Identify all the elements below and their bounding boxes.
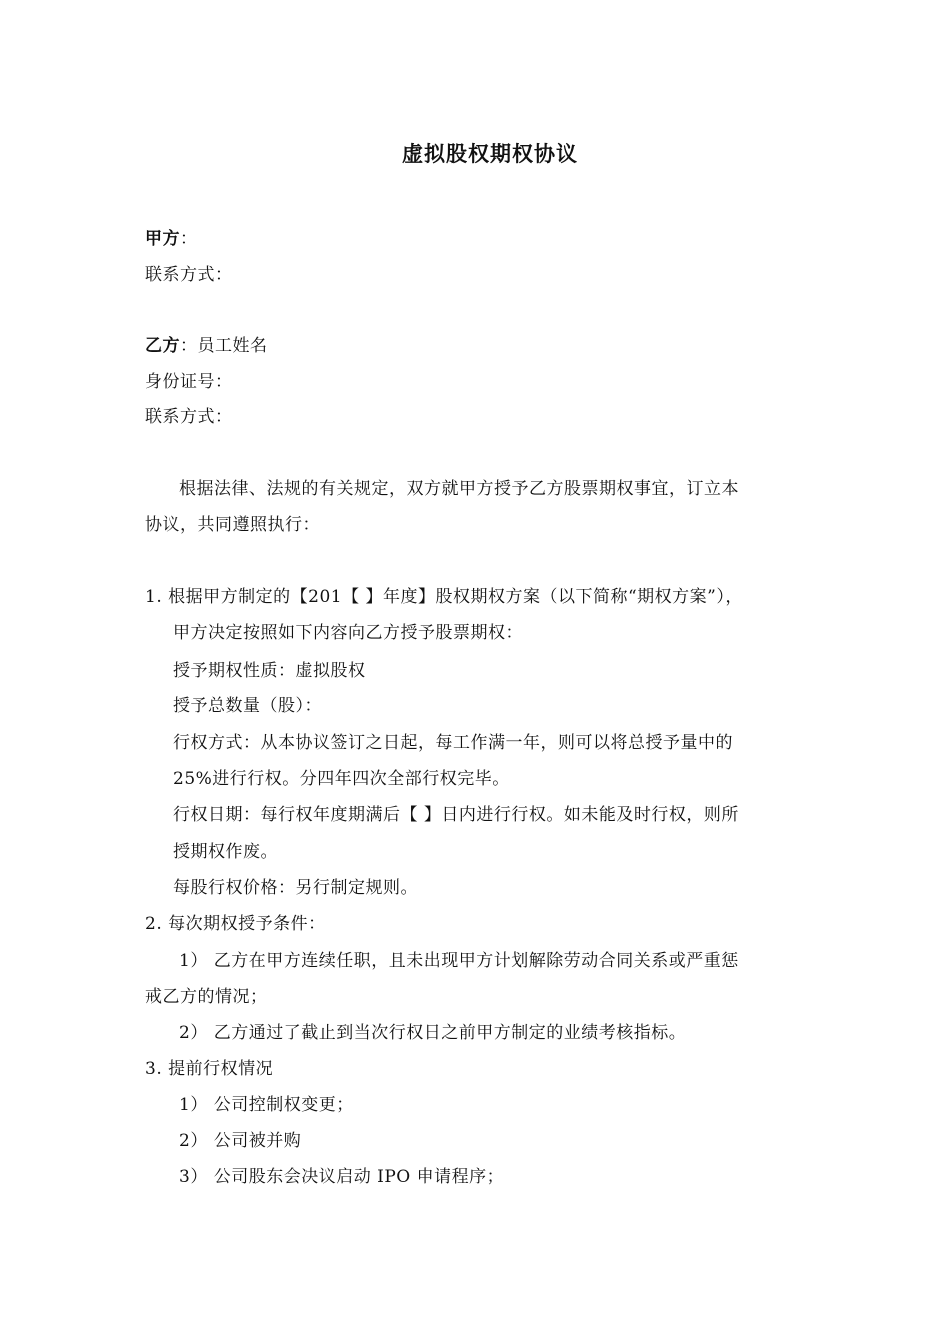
clause-2-item-2: 2） 乙方通过了截止到当次行权日之前甲方制定的业绩考核指标。 xyxy=(179,1023,687,1043)
clause-1-nature: 授予期权性质：虚拟股权 xyxy=(173,661,366,681)
clause-1-line-1: 1. 根据甲方制定的【201【 】年度】股权期权方案（以下简称“期权方案”）， xyxy=(145,587,743,607)
clause-3-heading: 3. 提前行权情况 xyxy=(145,1059,274,1079)
clause-2-item-1-line-1: 1） 乙方在甲方连续任职，且未出现甲方计划解除劳动合同关系或严重惩 xyxy=(179,951,739,971)
clause-3-item-1: 1） 公司控制权变更； xyxy=(179,1095,354,1115)
clause-3-item-2: 2） 公司被并购 xyxy=(179,1131,302,1151)
party-b-line xyxy=(145,335,268,357)
party-b-contact: 联系方式： xyxy=(145,407,233,427)
clause-2-heading: 2. 每次期权授予条件： xyxy=(145,914,326,934)
party-a-label: 甲方 xyxy=(145,229,180,249)
clause-1-method-line-1: 行权方式：从本协议签订之日起，每工作满一年，则可以将总授予量中的 xyxy=(173,733,733,753)
clause-2-item-1-line-2: 戒乙方的情况； xyxy=(145,987,268,1007)
clause-1-date-line-1: 行权日期：每行权年度期满后【 】日内进行行权。如未能及时行权，则所 xyxy=(173,805,739,825)
party-b-id-number: 身份证号： xyxy=(145,372,233,392)
clause-1-line-2: 甲方决定按照如下内容向乙方授予股票期权： xyxy=(173,623,523,643)
preamble-line-1: 根据法律、法规的有关规定，双方就甲方授予乙方股票期权事宜，订立本 xyxy=(179,479,739,499)
document-title: 虚拟股权期权协议 xyxy=(402,142,578,166)
party-a-line xyxy=(145,228,198,250)
party-b-name: 员工姓名 xyxy=(197,336,268,356)
clause-1-quantity: 授予总数量（股）： xyxy=(173,696,322,716)
clause-1-method-line-2: 25%进行行权。分四年四次全部行权完毕。 xyxy=(173,769,510,789)
party-b-label: 乙方 xyxy=(145,336,180,356)
preamble-line-2: 协议，共同遵照执行： xyxy=(145,515,320,535)
clause-3-item-3: 3） 公司股东会决议启动 IPO 申请程序； xyxy=(179,1167,505,1187)
clause-1-date-line-2: 授期权作废。 xyxy=(173,842,278,862)
party-a-colon: ： xyxy=(180,229,198,249)
party-b-colon: ： xyxy=(180,336,198,356)
clause-1-price: 每股行权价格：另行制定规则。 xyxy=(173,878,418,898)
party-a-contact: 联系方式： xyxy=(145,265,233,285)
